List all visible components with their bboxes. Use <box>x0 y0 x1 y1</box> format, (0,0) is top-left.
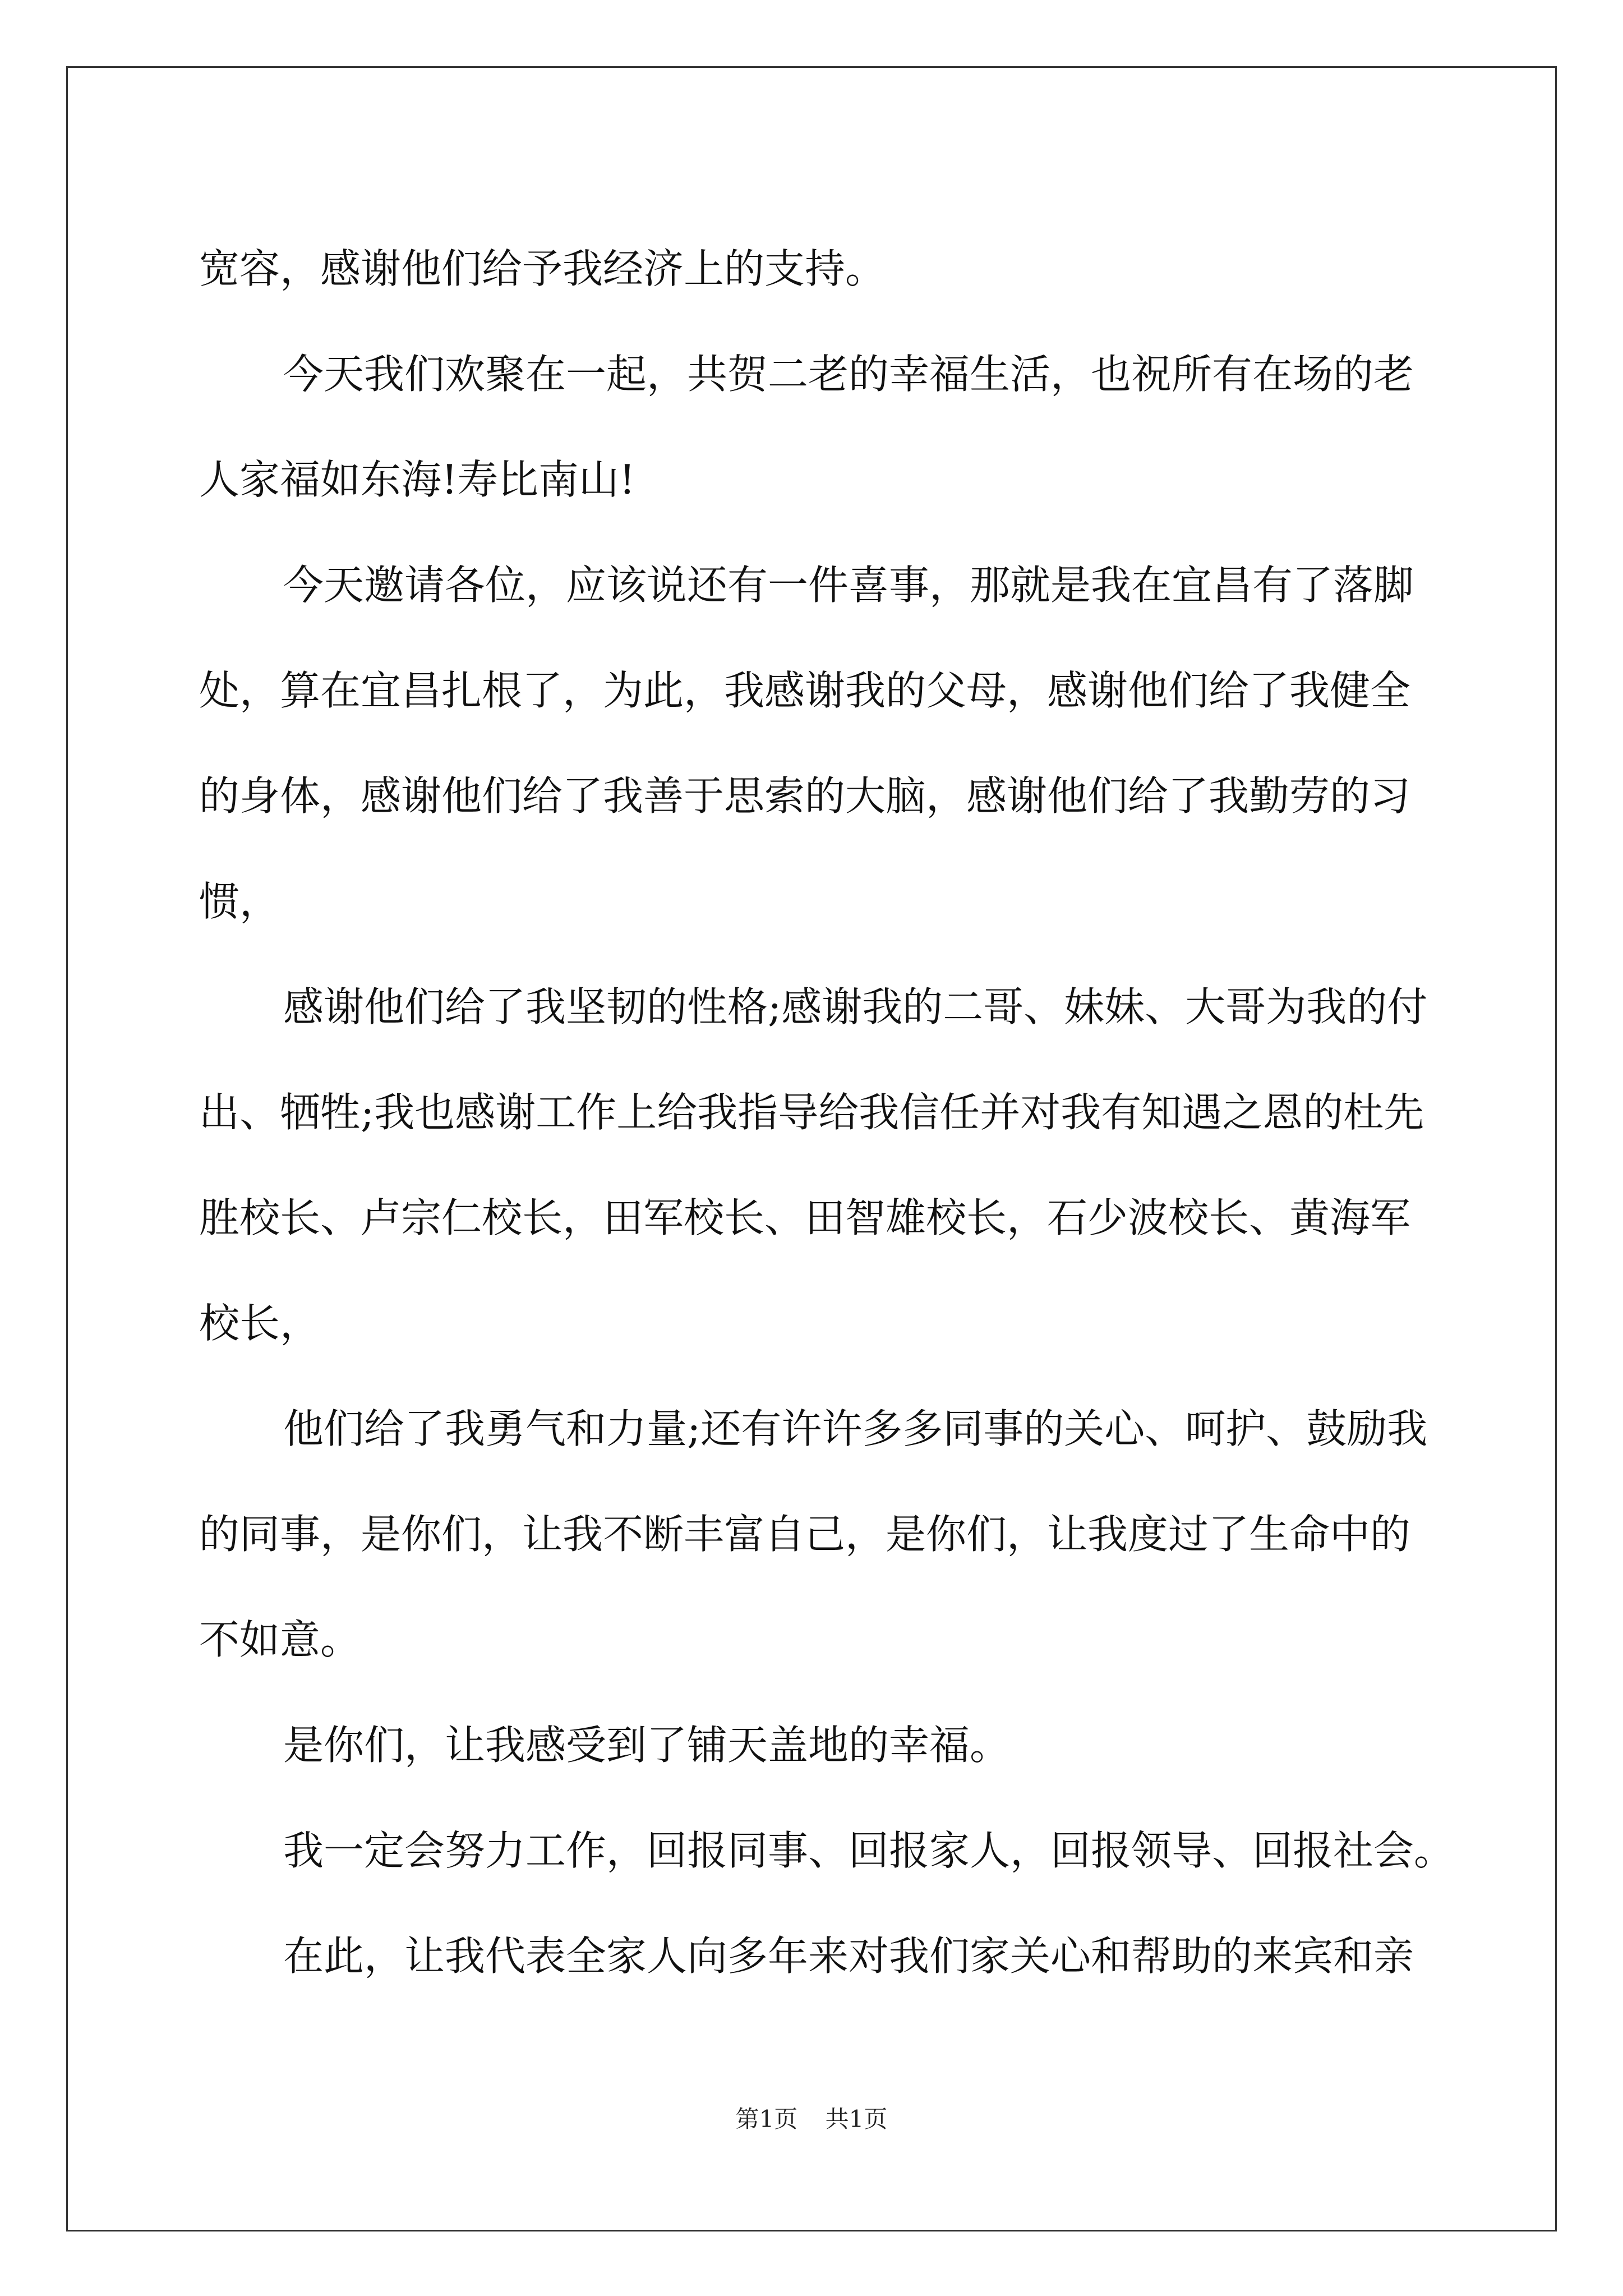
text-line: 的同事，是你们，让我不断丰富自己，是你们，让我度过了生命中的 <box>199 1511 1411 1558</box>
text-line: 他们给了我勇气和力量;还有许许多多同事的关心、呵护、鼓励我 <box>283 1405 1428 1452</box>
text-line: 惯， <box>199 878 280 925</box>
text-line: 今天我们欢聚在一起，共贺二老的幸福生活，也祝所有在场的老 <box>283 351 1414 398</box>
page-footer <box>0 2102 1623 2136</box>
document-body <box>199 216 1455 2009</box>
text-line: 感谢他们给了我坚韧的性格;感谢我的二哥、妹妹、大哥为我的付 <box>283 983 1428 1030</box>
text-line: 出、牺牲;我也感谢工作上给我指导给我信任并对我有知遇之恩的杜先 <box>199 1089 1424 1136</box>
page-number: 第1页 <box>735 2105 798 2133</box>
text-line: 不如意。 <box>199 1616 361 1663</box>
text-line: 校长， <box>199 1300 321 1347</box>
text-line: 在此，让我代表全家人向多年来对我们家关心和帮助的来宾和亲 <box>283 1932 1414 1980</box>
page-total: 共1页 <box>825 2105 888 2133</box>
text-line: 胜校长、卢宗仁校长，田军校长、田智雄校长，石少波校长、黄海军 <box>199 1194 1411 1241</box>
text-line: 我一定会努力工作，回报同事、回报家人，回报领导、回报社会。 <box>283 1827 1455 1874</box>
text-line: 宽容，感谢他们给予我经济上的支持。 <box>199 245 886 292</box>
text-line: 的身体，感谢他们给了我善于思索的大脑，感谢他们给了我勤劳的习 <box>199 772 1411 820</box>
text-line: 人家福如东海!寿比南山! <box>199 456 635 503</box>
text-line: 今天邀请各位，应该说还有一件喜事，那就是我在宜昌有了落脚 <box>283 562 1414 609</box>
text-line: 是你们，让我感受到了铺天盖地的幸福。 <box>283 1722 1011 1769</box>
text-line: 处，算在宜昌扎根了，为此，我感谢我的父母，感谢他们给了我健全 <box>199 667 1411 714</box>
